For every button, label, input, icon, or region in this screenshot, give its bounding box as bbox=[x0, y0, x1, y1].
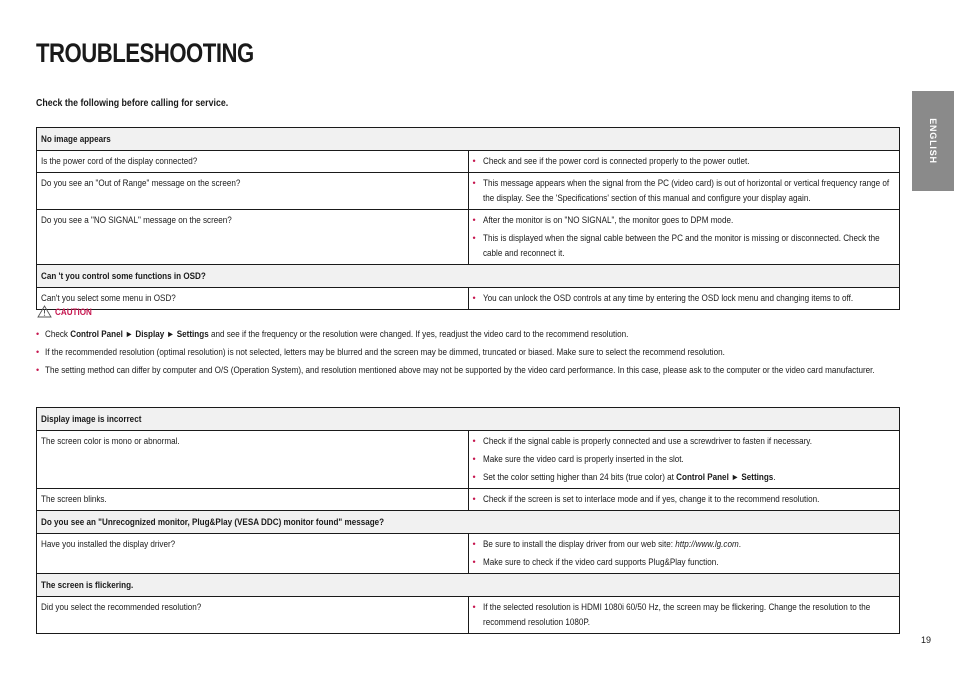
section-header bbox=[37, 408, 900, 431]
answer-item bbox=[473, 291, 896, 306]
answer-text: Be sure to install the display driver from our web site: bbox=[482, 539, 675, 549]
bullet-icon: • bbox=[472, 436, 476, 446]
answer-text: Check if the screen is set to interlace mode and if yes, change it to the recommend resolution. bbox=[482, 494, 819, 504]
answer-item bbox=[473, 537, 896, 552]
question-text: Did you select the recommended resolution? bbox=[41, 602, 202, 612]
troubleshooting-table-1 bbox=[36, 127, 900, 310]
table-row bbox=[37, 210, 900, 265]
answer-text: Make sure the video card is properly inserted in the slot. bbox=[482, 454, 684, 464]
bullet-icon: • bbox=[472, 557, 476, 567]
intro-text: Check the following before calling for service. bbox=[36, 98, 229, 109]
answer-item bbox=[473, 452, 896, 467]
answer-text: . bbox=[772, 472, 776, 482]
answer-text: This is displayed when the signal cable between the PC and the monitor is missing or disconnected. Check the cable and reconnect it. bbox=[482, 233, 880, 258]
answer-item bbox=[473, 154, 896, 169]
caution-note bbox=[36, 363, 896, 378]
answer-item bbox=[473, 555, 896, 570]
answer-text: Set the color setting higher than 24 bits (true color) at bbox=[482, 472, 676, 482]
table-row bbox=[37, 173, 900, 210]
table-row bbox=[37, 288, 900, 310]
question-text: The screen color is mono or abnormal. bbox=[41, 436, 180, 446]
bullet-icon: • bbox=[472, 156, 476, 166]
caution-note bbox=[36, 327, 896, 342]
section-title: No image appears bbox=[41, 134, 111, 144]
page-number: 19 bbox=[921, 635, 932, 645]
section-header bbox=[37, 574, 900, 597]
answer-item bbox=[473, 434, 896, 449]
note-bold: Display bbox=[135, 329, 165, 339]
section-title: Can 't you control some functions in OSD? bbox=[41, 271, 206, 281]
note-text: The setting method can differ by computer and O/S (Operation System), and resolution mentioned above may not be supported by the video card performance. In this case, please ask to the computer or the video card manufacturer. bbox=[45, 365, 875, 375]
caution-heading bbox=[37, 305, 96, 318]
bullet-icon: • bbox=[472, 233, 476, 243]
question-text: Do you see an "Out of Range" message on the screen? bbox=[41, 178, 241, 188]
question-text: Can't you select some menu in OSD? bbox=[41, 293, 176, 303]
table-row bbox=[37, 489, 900, 511]
answer-item bbox=[473, 176, 896, 206]
answer-bold: Control Panel bbox=[675, 472, 729, 482]
table-row bbox=[37, 151, 900, 173]
answer-text: Make sure to check if the video card supports Plug&Play function. bbox=[482, 557, 718, 567]
answer-item bbox=[473, 231, 896, 261]
caution-label: CAUTION bbox=[55, 306, 92, 317]
arrow-icon: ► bbox=[164, 329, 177, 339]
note-bold: Settings bbox=[176, 329, 209, 339]
answer-text: . bbox=[738, 539, 741, 549]
section-header bbox=[37, 511, 900, 534]
answer-text: If the selected resolution is HDMI 1080i 60/50 Hz, the screen may be flickering. Change the resolution to the recommend resolution 1080P. bbox=[482, 602, 870, 627]
bullet-icon: • bbox=[472, 602, 476, 612]
note-text: Check bbox=[45, 329, 71, 339]
warning-icon bbox=[37, 305, 52, 318]
question-text: Have you installed the display driver? bbox=[41, 539, 176, 549]
table-row bbox=[37, 597, 900, 634]
language-tab[interactable] bbox=[912, 91, 954, 191]
note-text: and see if the frequency or the resolution were changed. If yes, readjust the video card to the recommend resolution. bbox=[208, 329, 629, 339]
question-text: Is the power cord of the display connected? bbox=[41, 156, 198, 166]
question-text: Do you see a "NO SIGNAL" message on the screen? bbox=[41, 215, 232, 225]
caution-notes bbox=[36, 327, 896, 381]
troubleshooting-table-2 bbox=[36, 407, 900, 634]
answer-item bbox=[473, 470, 896, 485]
answer-text: After the monitor is on "NO SIGNAL", the monitor goes to DPM mode. bbox=[482, 215, 733, 225]
answer-item bbox=[473, 600, 896, 630]
answer-item bbox=[473, 492, 896, 507]
page-title: TROUBLESHOOTING bbox=[36, 38, 254, 68]
language-tab-label: ENGLISH bbox=[928, 118, 939, 164]
section-header bbox=[37, 128, 900, 151]
bullet-icon: • bbox=[36, 347, 40, 357]
section-header bbox=[37, 265, 900, 288]
bullet-icon: • bbox=[472, 293, 476, 303]
arrow-icon: ► bbox=[122, 329, 136, 339]
answer-bold: Settings bbox=[740, 472, 773, 482]
table-row bbox=[37, 431, 900, 489]
bullet-icon: • bbox=[36, 329, 40, 339]
answer-text: This message appears when the signal from the PC (video card) is out of horizontal or vertical frequency range of the display. See the 'Specifications' section of this manual and configure your display again. bbox=[482, 178, 889, 203]
bullet-icon: • bbox=[472, 454, 476, 464]
bullet-icon: • bbox=[472, 539, 476, 549]
section-title: Do you see an "Unrecognized monitor, Plug&Play (VESA DDC) monitor found" message? bbox=[41, 517, 385, 527]
question-text: The screen blinks. bbox=[41, 494, 107, 504]
caution-note bbox=[36, 345, 896, 360]
bullet-icon: • bbox=[472, 494, 476, 504]
bullet-icon: • bbox=[36, 365, 40, 375]
bullet-icon: • bbox=[472, 215, 476, 225]
answer-text: You can unlock the OSD controls at any time by entering the OSD lock menu and changing items to off. bbox=[482, 293, 853, 303]
answer-item bbox=[473, 213, 896, 228]
answer-text: Check and see if the power cord is connected properly to the power outlet. bbox=[482, 156, 750, 166]
answer-text: Check if the signal cable is properly connected and use a screwdriver to fasten if necessary. bbox=[482, 436, 812, 446]
bullet-icon: • bbox=[472, 178, 476, 188]
arrow-icon: ► bbox=[728, 472, 741, 482]
note-bold: Control Panel bbox=[70, 329, 123, 339]
bullet-icon: • bbox=[472, 472, 476, 482]
section-title: The screen is flickering. bbox=[41, 580, 134, 590]
note-text: If the recommended resolution (optimal resolution) is not selected, letters may be blurred and the screen may be dimmed, truncated or biased. Make sure to select the recommend resolution. bbox=[45, 347, 725, 357]
table-row bbox=[37, 534, 900, 574]
website-link[interactable]: http://www.lg.com bbox=[674, 539, 739, 549]
section-title: Display image is incorrect bbox=[41, 414, 142, 424]
